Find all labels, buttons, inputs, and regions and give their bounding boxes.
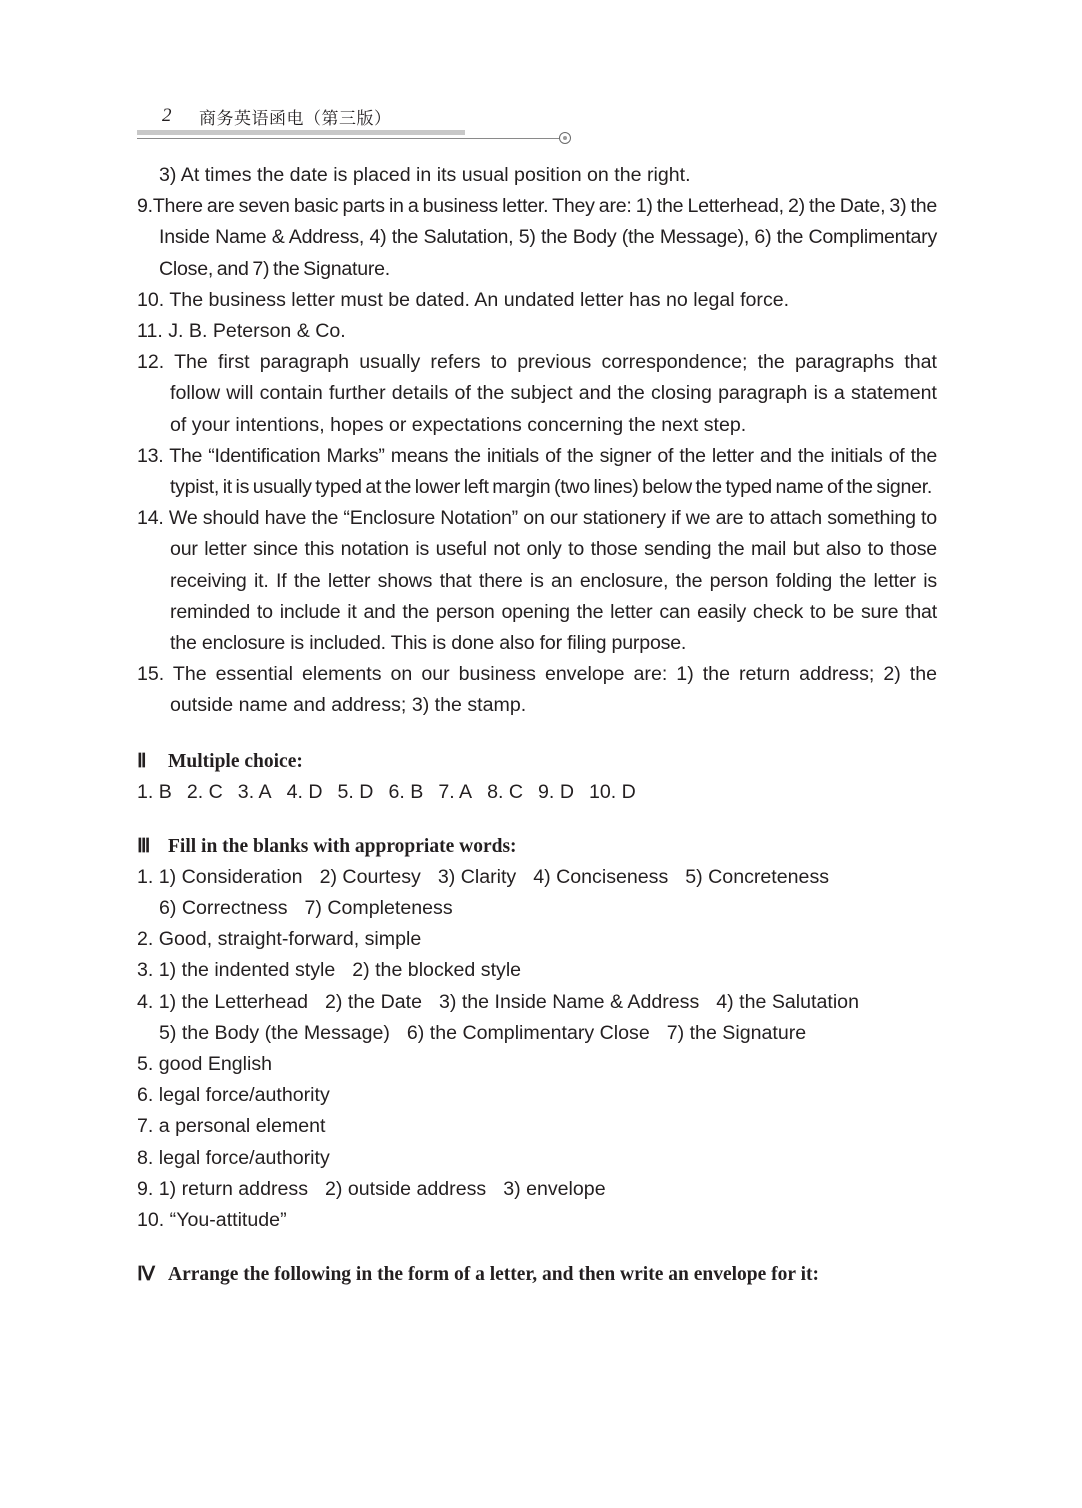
fill-item: 2) the blocked style xyxy=(352,959,522,982)
section-3-heading xyxy=(137,831,937,862)
fill-answer-4-line-1 xyxy=(137,987,937,1018)
fill-answer-8: 8. legal force/authority xyxy=(137,1146,330,1169)
fill-item: 6) Correctness xyxy=(159,897,288,920)
fill-item: 6) the Complimentary Close xyxy=(406,1021,650,1044)
fill-item: 4. 1) the Letterhead xyxy=(137,990,309,1013)
fill-answer-3 xyxy=(137,955,937,986)
section-4-title: Arrange the following in the form of a letter, and then write an envelope for it: xyxy=(168,1264,819,1286)
fill-item: 2) the Date xyxy=(325,990,422,1013)
section-2-title: Multiple choice: xyxy=(168,750,303,772)
fill-item: 2) outside address xyxy=(325,1177,487,1200)
mc-answer: 6. B xyxy=(388,780,424,803)
section-4-numeral: Ⅳ xyxy=(137,1264,155,1286)
answer-15: 15. The essential elements on our business envelope are: 1) the return address; 2) the outside name and address; 3) the stamp. xyxy=(137,663,937,717)
fill-item: 5) Concreteness xyxy=(685,865,830,888)
section-3-title: Fill in the blanks with appropriate words: xyxy=(168,835,517,857)
fill-item: 9. 1) return address xyxy=(137,1177,308,1200)
mc-answer: 3. A xyxy=(237,780,272,803)
fill-answer-6: 6. legal force/authority xyxy=(137,1084,330,1107)
section-2-heading xyxy=(137,746,937,777)
answer-14: 14. We should have the “Enclosure Notation” on our stationery if we are to attach something to our letter since this notation is useful not only to those sending the mail but also to those receiving it. If the letter shows that there is an enclosure, the person folding the letter is reminded to include it and the person opening the letter can easily check to be sure that the enclosure is included. This is done also for filing purpose. xyxy=(137,507,937,655)
fill-item: 7) Completeness xyxy=(304,897,453,920)
fill-answer-1-line-2 xyxy=(137,893,937,924)
fill-item: 3) Clarity xyxy=(437,865,517,888)
fill-answer-7: 7. a personal element xyxy=(137,1115,326,1138)
fill-item: 5) the Body (the Message) xyxy=(159,1021,390,1044)
fill-item: 7) the Signature xyxy=(666,1021,807,1044)
fill-item: 4) the Salutation xyxy=(716,990,859,1013)
section-2-numeral: Ⅱ xyxy=(137,750,147,772)
answer-8-3: 3) At times the date is placed in its usual position on the right. xyxy=(159,164,691,186)
fill-answer-4-line-2 xyxy=(137,1018,937,1049)
mc-answer: 1. B xyxy=(137,780,172,803)
mc-answer: 8. C xyxy=(487,780,524,803)
fill-item: 2) Courtesy xyxy=(319,865,421,888)
page-number: 2 xyxy=(162,105,172,126)
fill-item: 1. 1) Consideration xyxy=(137,865,303,888)
fill-answer-5: 5. good English xyxy=(137,1053,273,1076)
header-rule-ornament xyxy=(559,132,571,144)
answer-10: 10. The business letter must be dated. An undated letter has no legal force. xyxy=(137,288,790,311)
section-4-heading xyxy=(137,1259,937,1290)
book-title: 商务英语函电（第三版） xyxy=(199,109,392,129)
mc-answer: 4. D xyxy=(286,780,323,803)
fill-item: 3) the Inside Name & Address xyxy=(438,990,700,1013)
fill-answer-2: 2. Good, straight-forward, simple xyxy=(137,928,422,951)
fill-answer-10: 10. “You-attitude” xyxy=(137,1209,287,1232)
section-3-numeral: Ⅲ xyxy=(137,835,151,857)
fill-item: 3. 1) the indented style xyxy=(137,959,336,982)
fill-item: 3) envelope xyxy=(503,1177,606,1200)
header-rule-thick xyxy=(137,130,465,135)
mc-answer: 10. D xyxy=(588,780,636,803)
answer-11: 11. J. B. Peterson & Co. xyxy=(137,320,346,343)
header-rule-thin xyxy=(137,138,561,139)
fill-item: 4) Conciseness xyxy=(533,865,669,888)
mc-answer: 5. D xyxy=(337,780,374,803)
multiple-choice-answers xyxy=(137,777,937,808)
mc-answer: 2. C xyxy=(186,780,223,803)
answer-12: 12. The first paragraph usually refers to previous correspondence; the paragraphs that follow will contain further details of the subject and the closing paragraph is a statement of your intentions, hopes or expectations concerning the next step. xyxy=(137,351,937,436)
fill-answer-9 xyxy=(137,1174,937,1205)
fill-answer-1-line-1 xyxy=(137,862,937,893)
page-body xyxy=(137,160,937,1290)
answer-13: 13. The “Identification Marks” means the initials of the signer of the letter and the initials of the typist, it is usually typed at the lower left margin (two lines) below the typed name of the signer. xyxy=(137,444,937,499)
running-header xyxy=(137,101,577,151)
mc-answer: 7. A xyxy=(438,780,473,803)
answer-9: 9.There are seven basic parts in a business letter. They are: 1) the Letterhead, 2) the Date, 3) the Inside Name & Address, 4) the Salutation, 5) the Body (the Message), 6) the Complimentary Close, and 7) the Signature. xyxy=(137,195,937,280)
mc-answer: 9. D xyxy=(538,780,574,803)
